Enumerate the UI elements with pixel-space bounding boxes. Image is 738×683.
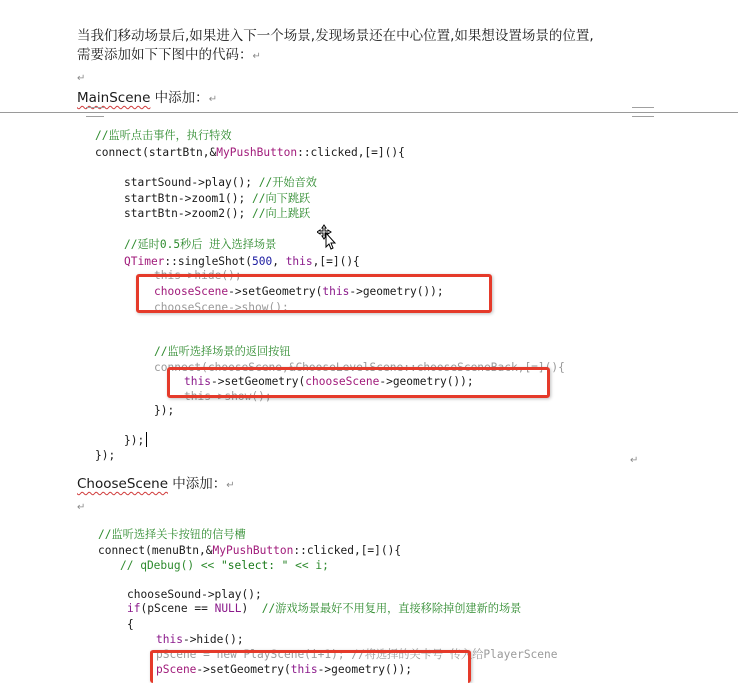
paragraph-mark-icon: ↵ bbox=[77, 502, 86, 513]
code-text: ) bbox=[241, 602, 262, 615]
empty-paragraph bbox=[77, 67, 85, 89]
intro-text-2: 需要添加如下下图中的代码： bbox=[77, 47, 253, 63]
main-code-line-16 bbox=[124, 433, 144, 448]
code-keyword: this bbox=[290, 663, 318, 676]
code-text: chooseScene->show(); bbox=[154, 301, 289, 314]
code-text: ->geometry()); bbox=[317, 663, 412, 676]
code-keyword: this bbox=[322, 285, 350, 298]
code-comment: << i; bbox=[288, 559, 329, 572]
main-code-line-15 bbox=[154, 403, 174, 418]
empty-paragraph-2 bbox=[77, 496, 85, 518]
paragraph-mark-icon: ↵ bbox=[252, 51, 261, 62]
choose-scene-heading bbox=[77, 474, 235, 496]
code-type: MyPushButton bbox=[212, 544, 294, 557]
code-comment: //开始音效 bbox=[258, 176, 317, 189]
code-comment: //向上跳跃 bbox=[251, 207, 311, 220]
main-code-line-7 bbox=[124, 254, 360, 269]
code-text: this->show(); bbox=[184, 390, 272, 403]
corner-mark-right bbox=[632, 107, 654, 117]
code-text: ->hide(); bbox=[182, 633, 244, 646]
intro-line-2 bbox=[77, 45, 261, 67]
code-text: ->geometry()); bbox=[349, 285, 444, 298]
choose-code-line-2 bbox=[98, 543, 401, 558]
code-comment: // qDebug() << bbox=[120, 559, 222, 572]
code-keyword: this bbox=[156, 633, 183, 646]
code-text: { bbox=[127, 618, 134, 631]
code-comment: //监听选择场景的返回按钮 bbox=[154, 345, 291, 358]
code-text: startBtn->zoom1(); bbox=[124, 192, 252, 205]
main-code-line-3 bbox=[124, 175, 317, 190]
main-code-line-6 bbox=[124, 237, 276, 252]
code-text: ->setGeometry( bbox=[228, 285, 323, 298]
choose-scene-name: ChooseScene bbox=[77, 476, 168, 492]
code-text: , bbox=[272, 255, 286, 268]
code-text: ->setGeometry( bbox=[210, 375, 306, 388]
main-code-line-5 bbox=[124, 206, 310, 221]
code-keyword: NULL bbox=[214, 602, 242, 615]
code-text: chooseSound->play(); bbox=[127, 588, 262, 601]
code-type: MyPushButton bbox=[216, 146, 298, 159]
code-comment: //监听选择关卡按钮的信号槽 bbox=[98, 528, 246, 541]
code-keyword: if bbox=[127, 602, 141, 615]
code-comment: //向下跳跃 bbox=[251, 192, 311, 205]
code-text: }); bbox=[124, 434, 145, 447]
code-text: connect(chooseScene,&ChooseLevelScene::chooseSceneBack,[=](){ bbox=[154, 361, 565, 374]
code-text: startSound->play(); bbox=[124, 176, 259, 189]
code-text: connect(startBtn,& bbox=[95, 146, 217, 159]
move-cursor-icon bbox=[317, 224, 339, 250]
choose-code-line-5 bbox=[127, 601, 521, 616]
code-variable: chooseScene bbox=[154, 285, 229, 298]
paragraph-mark-icon: ↵ bbox=[77, 73, 86, 84]
main-code-line-2 bbox=[95, 145, 405, 160]
paragraph-mark-icon: ↵ bbox=[630, 455, 639, 466]
code-text: connect(menuBtn,& bbox=[98, 544, 213, 557]
highlight-box-1 bbox=[136, 274, 492, 313]
code-variable: pScene bbox=[156, 663, 197, 676]
text-caret bbox=[146, 432, 147, 447]
choose-code-line-6 bbox=[127, 617, 134, 632]
code-comment: //游戏场景最好不用复用，直接移除掉创建新的场景 bbox=[261, 602, 522, 615]
intro-text-1: 当我们移动场景后,如果进入下一个场景,发现场景还在中心位置,如果想设置场景的位置, bbox=[77, 28, 594, 44]
main-scene-suffix: 中添加： bbox=[150, 90, 209, 106]
code-type: QTimer bbox=[124, 255, 165, 268]
choose-code-line-4 bbox=[127, 587, 262, 602]
choose-code-line-7 bbox=[156, 632, 244, 647]
corner-mark-left bbox=[86, 107, 104, 117]
code-string: "select: " bbox=[221, 559, 289, 572]
code-number: 500 bbox=[251, 255, 273, 268]
paragraph-mark-icon: ↵ bbox=[226, 480, 235, 491]
code-comment: //将选择的关卡号 传入给PlayerScene bbox=[351, 648, 558, 661]
code-text: ::clicked,[=](){ bbox=[293, 544, 402, 557]
code-text: }); bbox=[154, 404, 175, 417]
code-text: (pScene == bbox=[140, 602, 215, 615]
main-code-line-17 bbox=[95, 448, 115, 463]
main-code-line-4 bbox=[124, 191, 310, 206]
main-scene-name: MainScene bbox=[77, 90, 151, 106]
choose-scene-suffix: 中添加： bbox=[168, 476, 227, 492]
choose-code-line-3 bbox=[120, 558, 329, 573]
highlight-box-2 bbox=[167, 367, 550, 398]
page-boundary-line bbox=[0, 112, 738, 113]
code-text: this->hide(); bbox=[154, 269, 242, 282]
code-text: startBtn->zoom2(); bbox=[124, 207, 252, 220]
code-text: pScene = new PlayScene(i+1); bbox=[156, 648, 352, 661]
main-code-line-1 bbox=[95, 128, 232, 143]
choose-code-line-1 bbox=[98, 527, 246, 542]
code-comment: //延时0.5秒后 进入选择场景 bbox=[124, 238, 277, 251]
code-keyword: this bbox=[285, 255, 313, 268]
code-text: ::singleShot( bbox=[164, 255, 252, 268]
code-keyword: this bbox=[184, 375, 211, 388]
paragraph-mark-icon: ↵ bbox=[208, 94, 218, 105]
code-text: }); bbox=[95, 449, 116, 462]
code-variable: chooseScene bbox=[305, 375, 380, 388]
code-text: ,[=](){ bbox=[312, 255, 360, 268]
main-code-line-11 bbox=[154, 344, 291, 359]
code-text: ::clicked,[=](){ bbox=[297, 146, 405, 159]
highlight-box-3 bbox=[150, 650, 471, 683]
code-text: ->geometry()); bbox=[379, 375, 474, 388]
intro-line-1 bbox=[77, 26, 594, 46]
code-text: ->setGeometry( bbox=[196, 663, 291, 676]
code-comment: //监听点击事件，执行特效 bbox=[95, 129, 232, 142]
